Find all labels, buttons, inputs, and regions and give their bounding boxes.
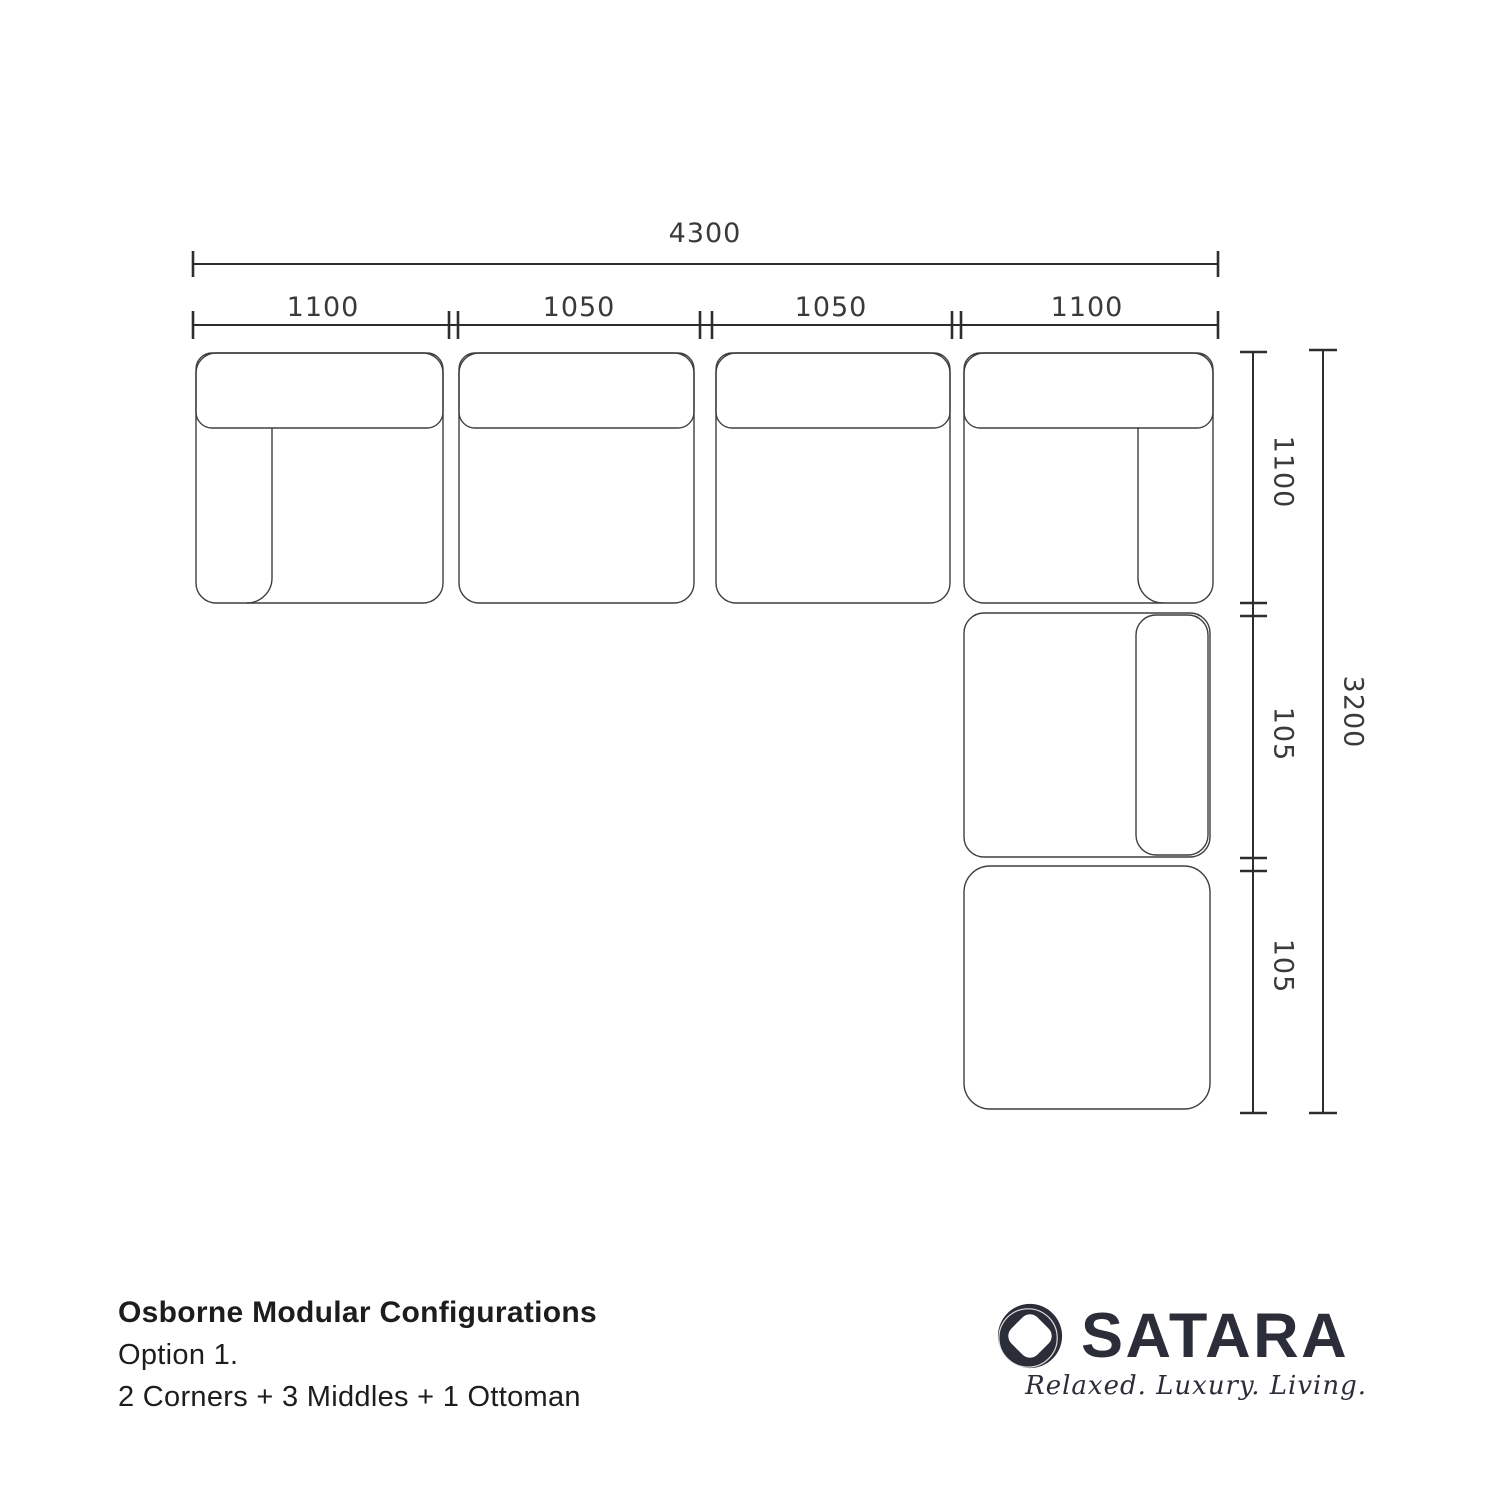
module-corner-left-backrest — [196, 353, 443, 428]
caption-title: Osborne Modular Configurations — [118, 1296, 597, 1329]
dim-height-segment-2-label: 105 — [1267, 706, 1299, 762]
dim-width-segment-4-label: 1100 — [1050, 292, 1124, 323]
module-middle-2-outline — [716, 353, 950, 603]
module-outlines — [196, 353, 1213, 1109]
dim-width-segment-1-label: 1100 — [286, 292, 360, 323]
dim-width-segment-2-label: 1050 — [542, 292, 616, 323]
dim-total-height-label: 3200 — [1337, 675, 1369, 749]
module-middle-1-outline — [459, 353, 694, 603]
satara-logo-icon — [995, 1301, 1065, 1371]
module-side-middle-outline — [964, 613, 1210, 857]
module-corner-left-outline — [196, 353, 443, 603]
brand-name: SATARA — [1081, 1301, 1350, 1371]
module-corner-right-outline — [964, 353, 1213, 603]
module-middle-1-backrest — [459, 353, 694, 428]
dim-width-segment-3-label: 1050 — [794, 292, 868, 323]
caption-block — [118, 1292, 597, 1418]
dimension-lines — [193, 251, 1337, 1113]
module-ottoman-outline — [964, 866, 1210, 1109]
module-corner-right-backrest — [964, 353, 1213, 428]
caption-option: Option 1. — [118, 1339, 239, 1371]
dim-total-width-label: 4300 — [668, 218, 742, 249]
module-corner-left-armrest-line — [247, 428, 272, 603]
dim-height-segment-1-label: 1100 — [1267, 435, 1299, 509]
module-corner-right-armrest-line — [1138, 428, 1163, 603]
module-middle-2-backrest — [716, 353, 950, 428]
brand-logo — [995, 1301, 1367, 1401]
dim-height-segment-3-label: 105 — [1267, 938, 1299, 994]
brand-tagline: Relaxed. Luxury. Living. — [1025, 1371, 1367, 1401]
module-side-middle-backrest — [1136, 615, 1208, 855]
caption-composition: 2 Corners + 3 Middles + 1 Ottoman — [118, 1381, 581, 1413]
